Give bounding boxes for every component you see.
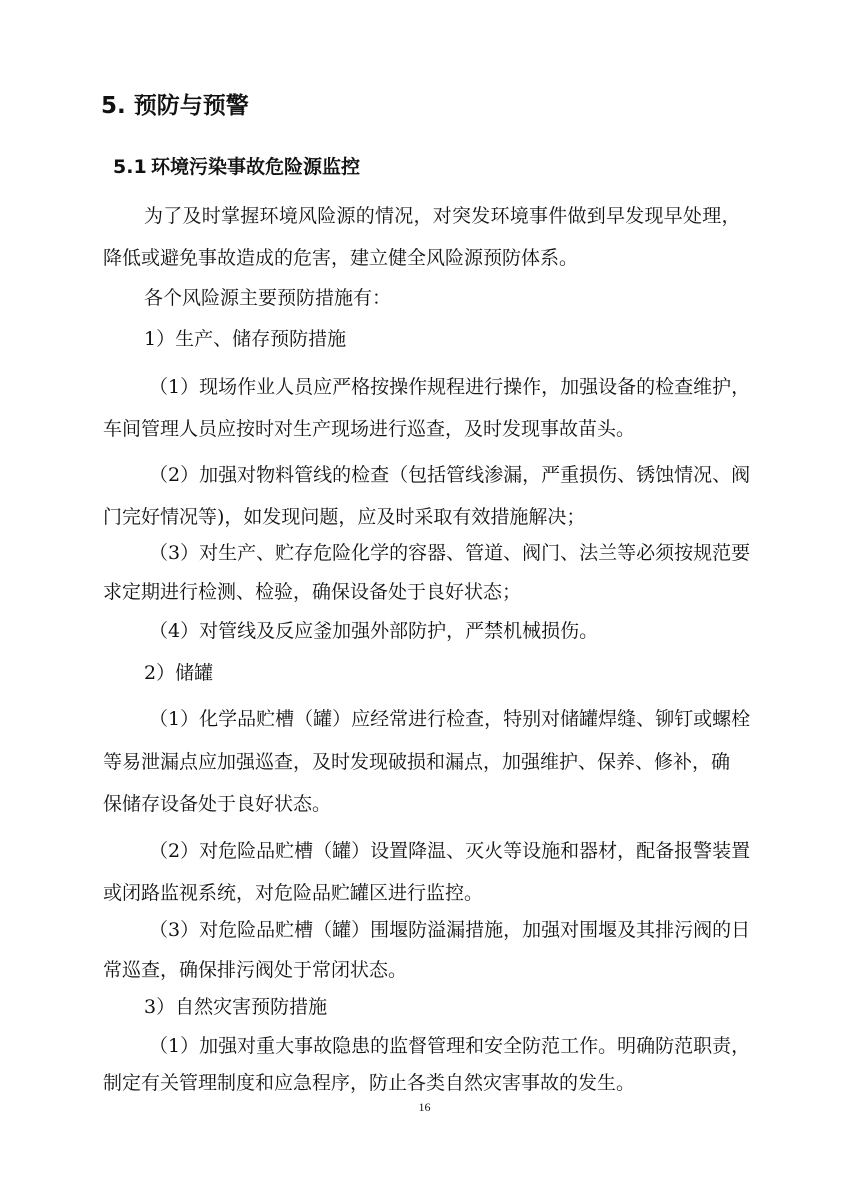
paragraph-line: 降低或避免事故造成的危害，建立健全风险源预防体系。 <box>103 247 579 269</box>
paragraph-line: 等易泄漏点应加强巡查，及时发现破损和漏点，加强维护、保养、修补，确 <box>103 751 731 773</box>
list-heading: 3）自然灾害预防措施 <box>144 996 328 1018</box>
list-heading: 2）储罐 <box>144 662 214 684</box>
page-number: 16 <box>418 1100 431 1114</box>
paragraph-line: 保储存设备处于良好状态。 <box>103 793 332 815</box>
paragraph-line: 门完好情况等)，如发现问题，应及时采取有效措施解决； <box>103 506 586 528</box>
paragraph-line: （3）对生产、贮存危险化学的容器、管道、阀门、法兰等必须按规范要 <box>149 542 751 564</box>
paragraph-line: （4）对管线及反应釜加强外部防护，严禁机械损伤。 <box>149 620 599 642</box>
paragraph-line: 或闭路监视系统，对危险品贮罐区进行监控。 <box>103 882 484 904</box>
paragraph-line: 车间管理人员应按时对生产现场进行巡查，及时发现事故苗头。 <box>103 418 636 440</box>
paragraph-line: （2）加强对物料管线的检查（包括管线渗漏，严重损伤、锈蚀情况、阀 <box>149 464 751 486</box>
paragraph-line: （1）化学品贮槽（罐）应经常进行检查，特别对储罐焊缝、铆钉或螺栓 <box>149 708 751 730</box>
paragraph-line: （1）现场作业人员应严格按操作规程进行操作，加强设备的检查维护， <box>149 376 751 398</box>
paragraph-line: 制定有关管理制度和应急程序，防止各类自然灾害事故的发生。 <box>103 1072 636 1094</box>
section-heading: 5. 预防与预警 <box>101 93 249 119</box>
paragraph-line: （1）加强对重大事故隐患的监督管理和安全防范工作。明确防范职责， <box>149 1035 751 1057</box>
paragraph-line: 求定期进行检测、检验，确保设备处于良好状态； <box>103 581 522 603</box>
paragraph-line: 常巡查，确保排污阀处于常闭状态。 <box>103 959 408 981</box>
list-heading: 1）生产、储存预防措施 <box>144 328 347 350</box>
subsection-number: 5.1 <box>113 156 147 178</box>
subsection-title: 环境污染事故危险源监控 <box>151 156 361 178</box>
paragraph-line: 各个风险源主要预防措施有： <box>144 287 392 309</box>
paragraph-line: （3）对危险品贮槽（罐）围堰防溢漏措施，加强对围堰及其排污阀的日 <box>149 919 751 941</box>
subsection-heading <box>113 149 360 185</box>
paragraph-line: （2）对危险品贮槽（罐）设置降温、灭火等设施和器材，配备报警装置 <box>149 840 751 862</box>
paragraph-line: 为了及时掌握环境风险源的情况，对突发环境事件做到早发现早处理， <box>144 205 741 227</box>
